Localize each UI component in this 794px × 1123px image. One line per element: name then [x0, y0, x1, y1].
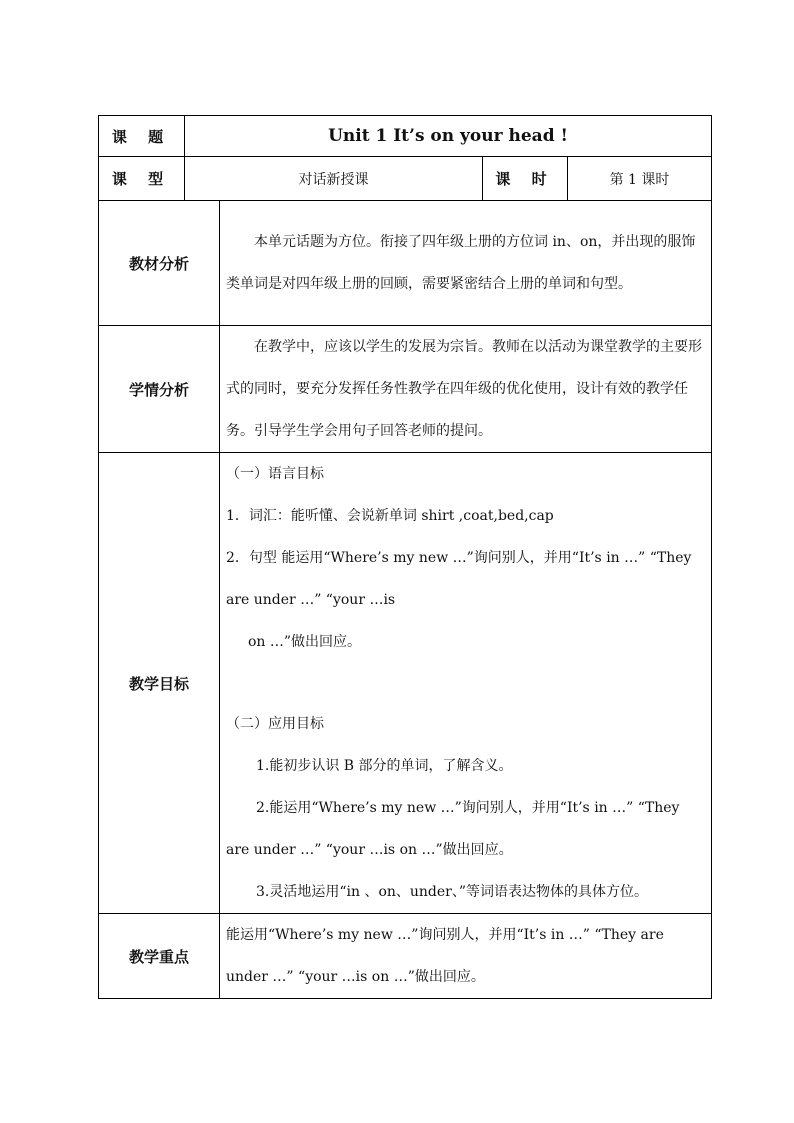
sentence-goal-line2: are under …” “your …is [226, 592, 396, 608]
focus-label: 教学重点 [99, 914, 220, 999]
application-goal-3: 3.灵活地运用“in 、on、under、”等词语表达物体的具体方位。 [256, 884, 649, 900]
row-topic [99, 116, 712, 157]
analysis-label: 教材分析 [99, 201, 220, 326]
row-analysis [99, 201, 712, 326]
type-label: 课 型 [99, 157, 185, 201]
application-goal-2-line1: 2.能运用“Where’s my new …”询问别人，并用“It’s in …” “They [256, 800, 680, 816]
lesson-plan-table [98, 115, 712, 999]
goals-content [220, 453, 711, 913]
row-type [99, 157, 712, 201]
focus-content [220, 914, 711, 998]
sentence-goal-line1: 2．句型 能运用“Where’s my new …”询问别人，并用“It’s in …” “They [226, 550, 692, 566]
goals-label: 教学目标 [99, 453, 220, 914]
focus-line1: 能运用“Where’s my new …”询问别人，并用“It’s in …” “They are [226, 927, 664, 943]
students-text: 在教学中，应该以学生的发展为宗旨。教师在以活动为课堂教学的主要形式的同时，要充分发挥任务性教学在四年级的优化使用，设计有效的教学任务。引导学生学会用句子回答老师的提问。 [226, 339, 702, 439]
period-label: 课 时 [483, 157, 568, 201]
topic-label: 课 题 [99, 116, 185, 157]
type-value: 对话新授课 [185, 157, 483, 201]
row-focus [99, 914, 712, 999]
sentence-goal-line3: on …”做出回应。 [248, 634, 362, 650]
focus-line2: under …” “your …is on …”做出回应。 [226, 969, 485, 985]
vocab-goal: 1．词汇：能听懂、会说新单词 shirt ,coat,bed,cap [226, 508, 554, 524]
row-students [99, 326, 712, 453]
analysis-text: 本单元话题为方位。衔接了四年级上册的方位词 in、on，并出现的服饰类单词是对四年级上册的回顾，需要紧密结合上册的单词和句型。 [226, 234, 696, 292]
students-label: 学情分析 [99, 326, 220, 453]
application-goal-1: 1.能初步认识 B 部分的单词，了解含义。 [256, 758, 513, 774]
language-goal-heading: （一）语言目标 [226, 466, 324, 482]
application-goal-heading: （二）应用目标 [226, 716, 324, 732]
period-value: 第 1 课时 [568, 157, 712, 201]
lesson-title: Unit 1 It’s on your head ! [185, 116, 712, 157]
application-goal-2-line2: are under …” “your …is on …”做出回应。 [226, 842, 513, 858]
row-goals [99, 453, 712, 914]
